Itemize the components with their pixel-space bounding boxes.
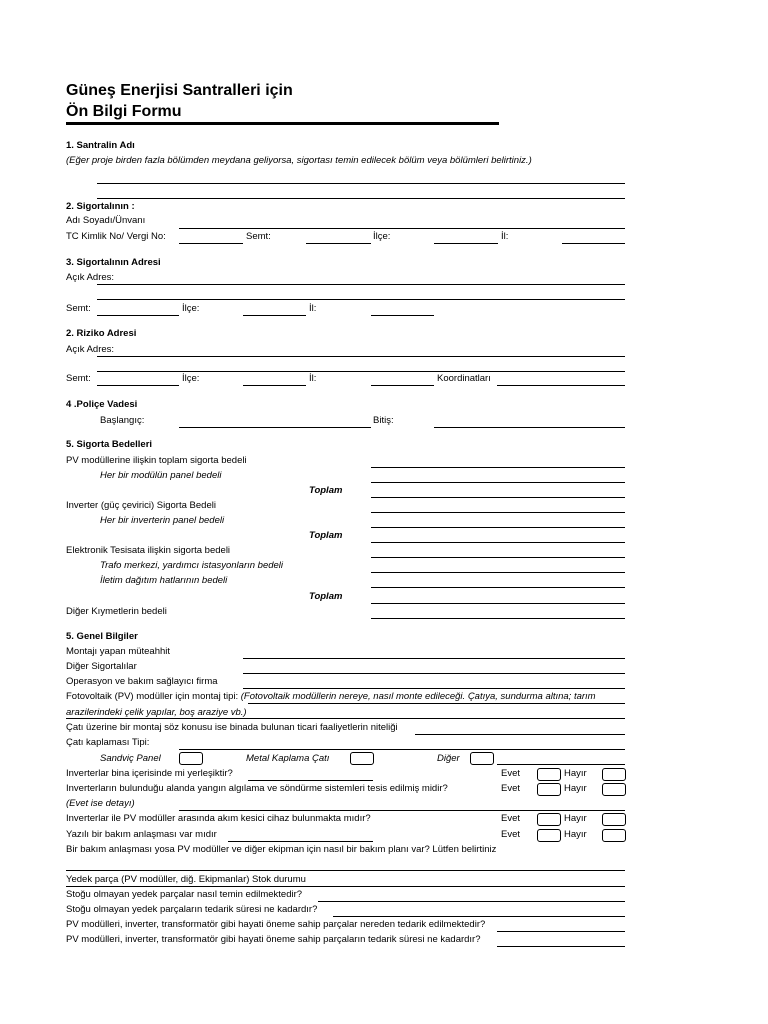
om-provider-label: Operasyon ve bakım sağlayıcı firma: [66, 676, 218, 687]
insured-address-label: Açık Adres:: [66, 272, 115, 283]
fire-system-yes-label: Evet: [501, 783, 521, 794]
maintenance-contract-field[interactable]: [228, 841, 373, 842]
pv-panel-value-field[interactable]: [371, 482, 625, 483]
spare-supply-field[interactable]: [318, 901, 625, 902]
mount-type-note: arazilerindeki çelik yapılar, boş araziye vb.): [66, 707, 247, 718]
other-insured-label: Diğer Sigortalılar: [66, 661, 137, 672]
insured-il-label: İl:: [501, 231, 509, 242]
risk-il-field[interactable]: [371, 385, 434, 386]
breaker-yes-checkbox[interactable]: [537, 813, 561, 826]
section-heading-plant-name: 1. Santralin Adı: [66, 140, 135, 151]
inverter-indoor-label: Inverterlar bina içerisinde mi yerleşiktir?: [66, 768, 233, 779]
breaker-no-label: Hayır: [564, 813, 587, 824]
pv-total-field[interactable]: [371, 497, 625, 498]
transmission-value-field[interactable]: [371, 587, 625, 588]
mount-type-label: Fotovoltaik (PV) modüller için montaj tipi: (Fotovoltaik modüllerin nereye, nasıl monte edileceği. Çatıya, sundurma altına; tarım: [66, 691, 596, 702]
other-value-label: Diğer Kıymetlerin bedeli: [66, 606, 167, 617]
title-underline: [66, 122, 499, 125]
inverter-indoor-no-label: Hayır: [564, 768, 587, 779]
other-insured-field[interactable]: [243, 673, 625, 674]
roof-type-label: Çatı kaplaması Tipi:: [66, 737, 150, 748]
spare-stock-field[interactable]: [66, 886, 625, 887]
inverter-indoor-no-checkbox[interactable]: [602, 768, 626, 781]
inverter-indoor-yes-label: Evet: [501, 768, 521, 779]
form-title-line1: Güneş Enerjisi Santralleri için: [66, 82, 293, 99]
other-value-field[interactable]: [371, 618, 625, 619]
pv-value-label: PV modüllerine ilişkin toplam sigorta bedeli: [66, 455, 247, 466]
critical-lead-time-field[interactable]: [497, 946, 625, 947]
address-ilce-field[interactable]: [243, 315, 306, 316]
address-semt-label: Semt:: [66, 303, 91, 314]
address-semt-field[interactable]: [97, 315, 179, 316]
address-ilce-label: İlçe:: [182, 303, 200, 314]
roof-other-field[interactable]: [497, 764, 625, 765]
inverter-total-field[interactable]: [371, 542, 625, 543]
roof-sandwich-label: Sandviç Panel: [100, 753, 161, 764]
roof-metal-label: Metal Kaplama Çatı: [246, 753, 330, 764]
pv-value-field[interactable]: [371, 467, 625, 468]
risk-semt-field[interactable]: [97, 385, 179, 386]
roof-activity-field[interactable]: [415, 734, 625, 735]
form-title-line2: Ön Bilgi Formu: [66, 103, 182, 120]
tc-field[interactable]: [179, 243, 243, 244]
inverter-total-label: Toplam: [309, 530, 343, 541]
insured-address-field-2[interactable]: [97, 299, 625, 300]
maintenance-yes-label: Evet: [501, 829, 521, 840]
electronic-total-label: Toplam: [309, 591, 343, 602]
risk-coordinates-field[interactable]: [497, 385, 625, 386]
section-heading-general-info: 5. Genel Bilgiler: [66, 631, 138, 642]
spare-supply-label: Stoğu olmayan yedek parçalar nasıl temin edilmektedir?: [66, 889, 303, 900]
plant-name-line-1[interactable]: [97, 183, 625, 184]
insured-ilce-label: İlçe:: [373, 231, 391, 242]
plant-name-note: (Eğer proje birden fazla bölümden meydana geliyorsa, sigortası temin edilecek bölüm veya bölümleri belirtiniz.): [66, 155, 532, 166]
roof-other-label: Diğer: [437, 753, 460, 764]
insured-il-field[interactable]: [562, 243, 625, 244]
substation-value-field[interactable]: [371, 572, 625, 573]
risk-ilce-label: İlçe:: [182, 373, 200, 384]
inverter-value-field[interactable]: [371, 512, 625, 513]
risk-address-label: Açık Adres:: [66, 344, 115, 355]
roof-sandwich-checkbox[interactable]: [179, 752, 203, 765]
maintenance-no-label: Hayır: [564, 829, 587, 840]
risk-semt-label: Semt:: [66, 373, 91, 384]
electronic-value-field[interactable]: [371, 557, 625, 558]
spare-lead-time-label: Stoğu olmayan yedek parçaların tedarik süresi ne kadardır?: [66, 904, 318, 915]
insured-ilce-field[interactable]: [434, 243, 498, 244]
transmission-value-label: İletim dağıtım hatlarının bedeli: [100, 575, 228, 586]
electronic-value-label: Elektronik Tesisata ilişkin sigorta bedeli: [66, 545, 231, 556]
inverter-value-label: Inverter (güç çevirici) Sigorta Bedeli: [66, 500, 216, 511]
pv-panel-value-label: Her bir modülün panel bedeli: [100, 470, 222, 481]
pv-total-label: Toplam: [309, 485, 343, 496]
risk-coordinates-label: Koordinatları: [437, 373, 491, 384]
inverter-panel-value-label: Her bir inverterin panel bedeli: [100, 515, 225, 526]
breaker-yes-label: Evet: [501, 813, 521, 824]
roof-activity-label: Çatı üzerine bir montaj söz konusu ise binada bulunan ticari faaliyetlerin niteliği: [66, 722, 398, 733]
om-provider-field[interactable]: [243, 688, 625, 689]
policy-end-label: Bitiş:: [373, 415, 394, 426]
electronic-total-field[interactable]: [371, 603, 625, 604]
section-heading-insured-values: 5. Sigorta Bedelleri: [66, 439, 153, 450]
maintenance-no-checkbox[interactable]: [602, 829, 626, 842]
mount-type-field-2[interactable]: [66, 718, 625, 719]
roof-metal-checkbox[interactable]: [350, 752, 374, 765]
insured-name-label: Adı Soyadı/Ünvanı: [66, 215, 146, 226]
plant-name-line-2[interactable]: [97, 198, 625, 199]
contractor-label: Montajı yapan müteahhit: [66, 646, 171, 657]
insured-semt-field[interactable]: [306, 243, 371, 244]
maintenance-plan-field[interactable]: [66, 870, 625, 871]
contractor-field[interactable]: [243, 658, 625, 659]
fire-system-detail-field[interactable]: [179, 810, 625, 811]
inverter-indoor-field[interactable]: [248, 780, 373, 781]
tc-label: TC Kimlik No/ Vergi No:: [66, 231, 166, 242]
critical-lead-time-label: PV modülleri, inverter, transformatör gibi hayati öneme sahip parçaların tedarik süresi ne kadardır?: [66, 934, 481, 945]
insured-name-field[interactable]: [179, 228, 625, 229]
fire-system-yes-checkbox[interactable]: [537, 783, 561, 796]
section-heading-policy-term: 4 .Poliçe Vadesi: [66, 399, 138, 410]
risk-address-field-2[interactable]: [97, 371, 625, 372]
policy-start-label: Başlangıç:: [100, 415, 145, 426]
substation-value-label: Trafo merkezi, yardımcı istasyonların bedeli: [100, 560, 284, 571]
maintenance-plan-label: Bir bakım anlaşması yosa PV modüller ve diğer ekipman için nasıl bir bakım planı var? Lütfen belirtiniz: [66, 844, 497, 855]
breaker-no-checkbox[interactable]: [602, 813, 626, 826]
policy-start-field[interactable]: [179, 427, 371, 428]
insured-semt-label: Semt:: [246, 231, 271, 242]
fire-system-label: Inverterların bulunduğu alanda yangın algılama ve söndürme sistemleri tesis edilmiş midir?: [66, 783, 448, 794]
breaker-label: Inverterlar ile PV modüller arasında akım kesici cihaz bulunmakta mıdır?: [66, 813, 371, 824]
risk-il-label: İl:: [309, 373, 317, 384]
fire-system-no-label: Hayır: [564, 783, 587, 794]
risk-ilce-field[interactable]: [243, 385, 306, 386]
roof-type-field[interactable]: [179, 749, 625, 750]
risk-address-field-1[interactable]: [97, 356, 625, 357]
roof-other-checkbox[interactable]: [470, 752, 494, 765]
fire-system-note: (Evet ise detayı): [66, 798, 135, 809]
mount-type-field[interactable]: [248, 703, 625, 704]
critical-source-field[interactable]: [497, 931, 625, 932]
maintenance-yes-checkbox[interactable]: [537, 829, 561, 842]
critical-source-label: PV modülleri, inverter, transformatör gibi hayati öneme sahip parçalar nereden tedarik edilmektedir?: [66, 919, 486, 930]
spare-lead-time-field[interactable]: [333, 916, 625, 917]
spare-stock-label: Yedek parça (PV modüller, diğ. Ekipmanlar) Stok durumu: [66, 874, 306, 885]
maintenance-contract-label: Yazılı bir bakım anlaşması var mıdır: [66, 829, 217, 840]
inverter-indoor-yes-checkbox[interactable]: [537, 768, 561, 781]
section-heading-insured: 2. Sigortalının :: [66, 201, 135, 212]
policy-end-field[interactable]: [434, 427, 625, 428]
insured-address-field-1[interactable]: [97, 284, 625, 285]
section-heading-insured-address: 3. Sigortalının Adresi: [66, 257, 161, 268]
section-heading-risk-address: 2. Riziko Adresi: [66, 328, 137, 339]
address-il-field[interactable]: [371, 315, 434, 316]
fire-system-no-checkbox[interactable]: [602, 783, 626, 796]
inverter-panel-value-field[interactable]: [371, 527, 625, 528]
address-il-label: İl:: [309, 303, 317, 314]
